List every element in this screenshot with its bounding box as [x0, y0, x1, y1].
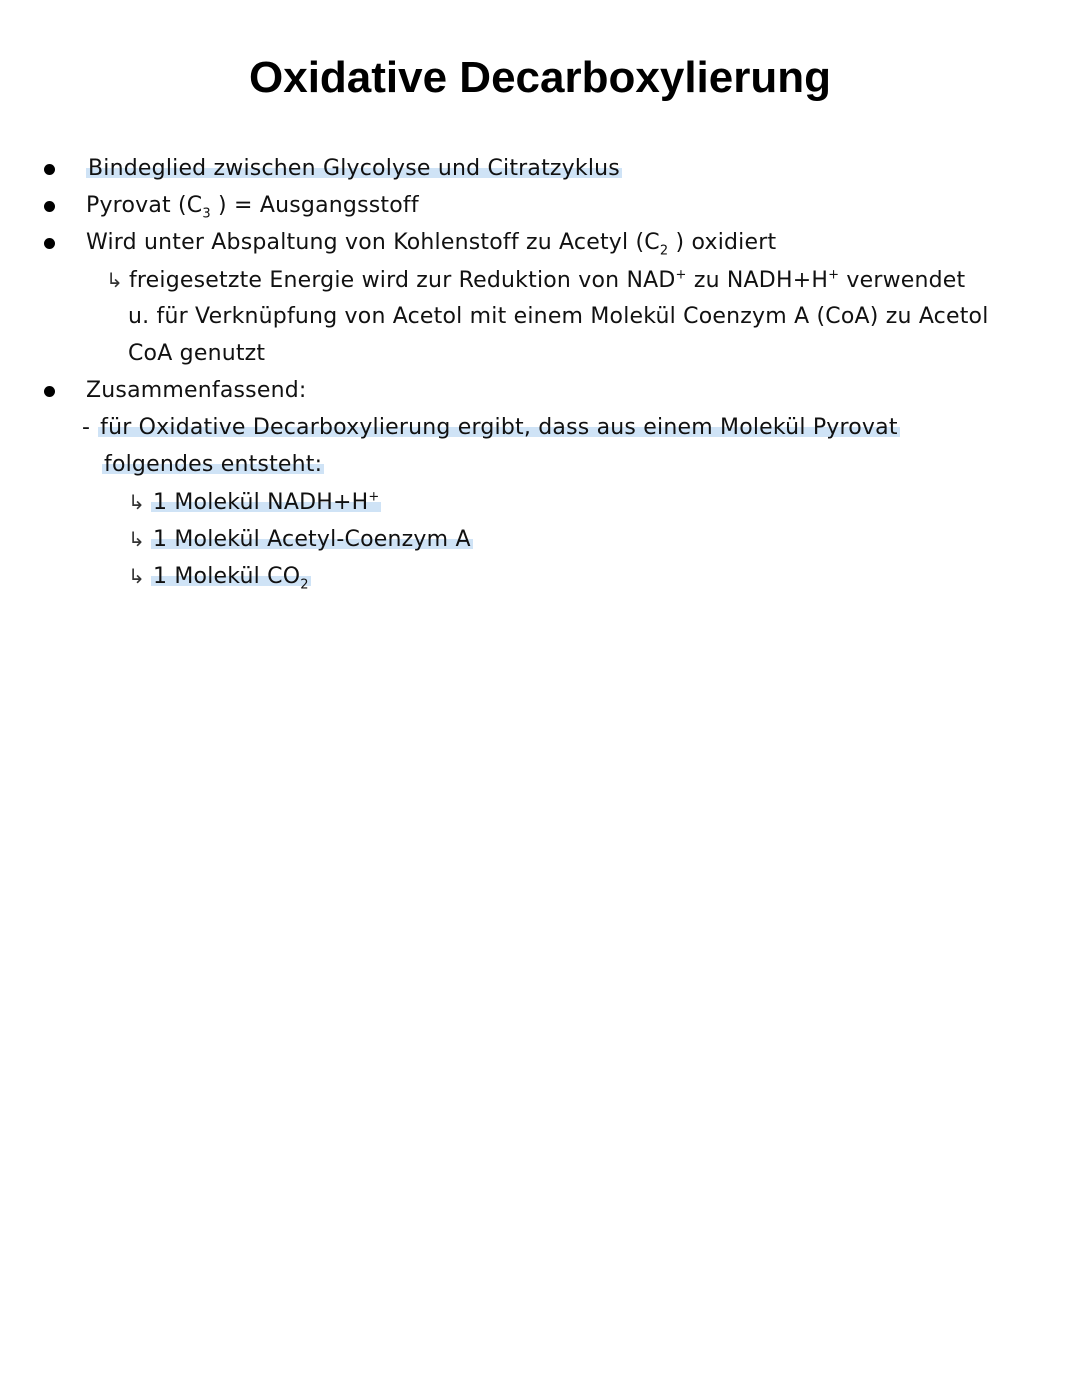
bullet-1-text: Bindeglied zwischen Glycolyse und Citratzyklus — [88, 156, 620, 181]
bullet-1 — [86, 154, 622, 184]
summary-item-3-text — [151, 564, 311, 593]
summary-item-1-text — [151, 490, 381, 515]
bullet-3-text-a: Wird unter Abspaltung von Kohlenstoff zu Acetyl (C — [86, 230, 660, 255]
bullet-3-subscript: 2 — [659, 243, 669, 259]
turn-arrow-icon: ↳ — [128, 527, 145, 551]
summary-item-2-text: 1 Molekül Acetyl-Coenzym A — [152, 527, 471, 552]
detail-text-b: zu NADH+H — [686, 268, 829, 293]
summary-item-1-superscript: + — [368, 489, 380, 505]
bullet-icon — [44, 386, 55, 397]
bullet-2 — [86, 191, 419, 221]
bullet-2-text-a: Pyrovat (C — [86, 193, 203, 218]
turn-arrow-icon: ↳ — [128, 564, 145, 588]
summary-line-2 — [102, 450, 324, 480]
detail-superscript-1: + — [675, 267, 687, 283]
summary-item-1-label: 1 Molekül NADH+H — [152, 490, 369, 515]
bullet-icon — [44, 164, 55, 175]
summary-item-2 — [128, 524, 473, 554]
bullet-3-detail-line-3: CoA genutzt — [128, 341, 266, 366]
summary-item-3-label: 1 Molekül CO — [152, 564, 301, 589]
summary-item-3-subscript: 2 — [300, 577, 309, 593]
summary-text-2: folgendes entsteht: — [104, 452, 323, 477]
bullet-icon — [44, 201, 55, 212]
turn-arrow-icon: ↳ — [128, 490, 145, 514]
bullet-2-subscript: 3 — [202, 206, 211, 222]
bullet-3-detail-line-1 — [106, 265, 965, 295]
summary-line-1 — [82, 413, 900, 443]
detail-text-a: freigesetzte Energie wird zur Reduktion von NAD — [128, 268, 676, 293]
detail-superscript-2: + — [828, 267, 840, 283]
summary-item-1 — [128, 487, 381, 517]
bullet-4: Zusammenfassend: — [86, 378, 307, 403]
bullet-3-text-b: ) oxidiert — [668, 230, 777, 255]
bullet-3-detail-line-2: u. für Verknüpfung von Acetol mit einem Molekül Coenzym A (CoA) zu Acetol — [128, 304, 989, 329]
summary-text-1: für Oxidative Decarboxylierung ergibt, dass aus einem Molekül Pyrovat — [100, 415, 898, 440]
turn-arrow-icon: ↳ — [106, 268, 123, 292]
detail-text-c: verwendet — [839, 268, 966, 293]
summary-item-3 — [128, 561, 311, 591]
bullet-icon — [44, 238, 55, 249]
bullet-2-text-b: ) = Ausgangsstoff — [210, 193, 419, 218]
bullet-3 — [86, 228, 776, 258]
dash-marker: - — [82, 415, 91, 440]
page-title: Oxidative Decarboxylierung — [249, 53, 831, 102]
